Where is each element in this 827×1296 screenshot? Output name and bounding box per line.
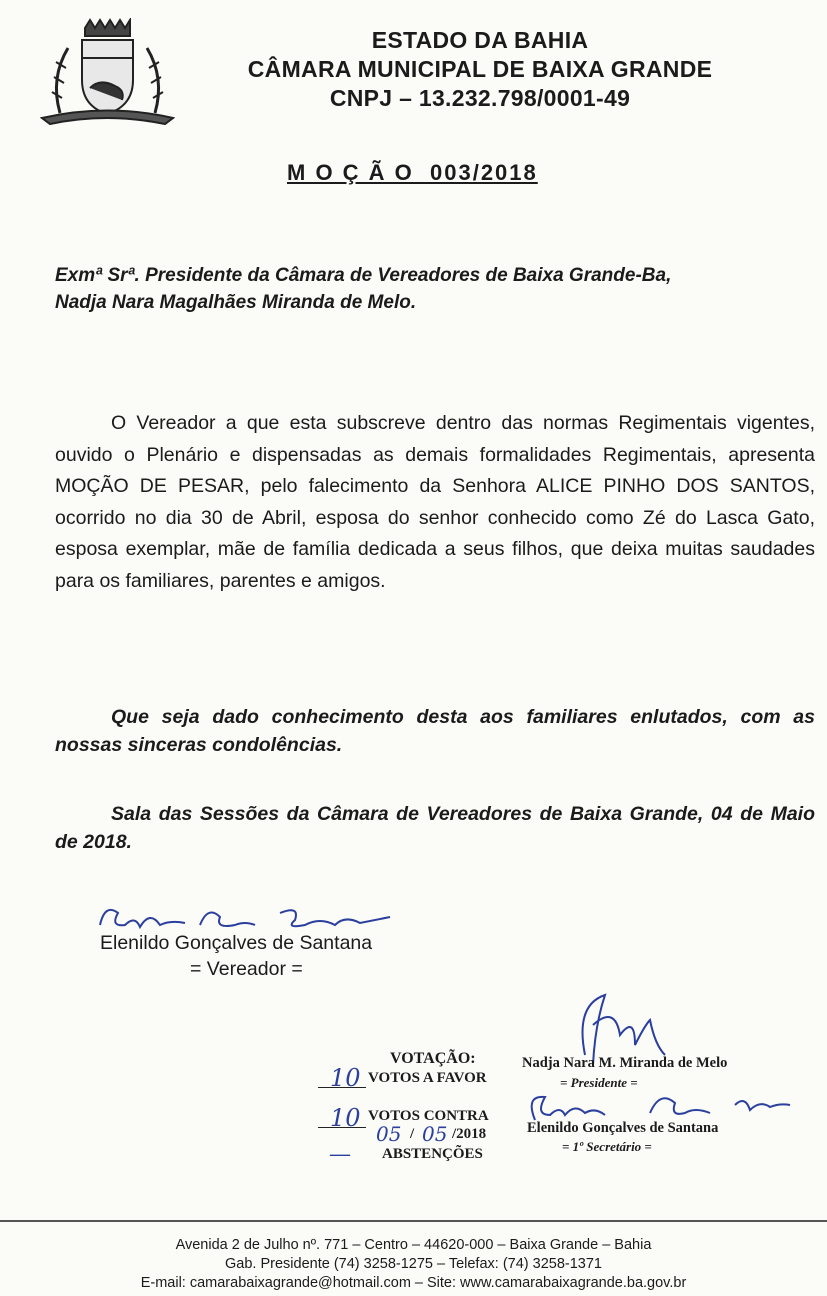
abstentions-count: — <box>330 1143 350 1165</box>
votes-contra-count: 10 <box>330 1104 361 1132</box>
votes-contra-label: VOTOS CONTRA <box>368 1108 489 1124</box>
municipal-coat-of-arms-icon <box>40 18 175 126</box>
vote-date-separator: / <box>410 1126 415 1142</box>
header-cnpj: CNPJ – 13.232.798/0001-49 <box>329 85 631 111</box>
addressee-line2: Nadja Nara Magalhães Miranda de Melo. <box>55 292 417 313</box>
closing-condolences: Que seja dado conhecimento desta aos familiares enlutados, com as nossas sinceras condolências. <box>55 706 815 756</box>
secretary-name: Elenildo Gonçalves de Santana <box>527 1120 719 1136</box>
vote-date-year: /2018 <box>452 1126 487 1142</box>
body-paragraph: O Vereador a que esta subscreve dentro das normas Regimentais vigentes, ouvido o Plenário e dispensadas as demais formalidades Regimentais, apresenta MOÇÃO DE PESAR, pelo falecimento da Senhora ALICE PINHO DOS SANTOS, ocorrido no dia 30 de Abril, esposa do senhor conhecido como Zé do Lasca Gato, esposa exemplar, mãe de família dedicada a seus filhos, que deixa muitas saudades para os familiares, parentes e amigos. <box>55 412 815 592</box>
vote-date-month: 05 <box>422 1122 448 1146</box>
signer-role: = Vereador = <box>190 958 303 980</box>
president-name: Nadja Nara M. Miranda de Melo <box>522 1055 728 1071</box>
closing-session: Sala das Sessões da Câmara de Vereadores de Baixa Grande, 04 de Maio de 2018. <box>55 803 815 853</box>
vote-date-day: 05 <box>376 1122 402 1146</box>
footer-rule <box>0 1220 827 1222</box>
favor-underline <box>318 1087 366 1088</box>
president-role: = Presidente = <box>560 1075 638 1090</box>
document-title: M O Ç Ã O 003/2018 <box>287 160 538 185</box>
header-chamber: CÂMARA MUNICIPAL DE BAIXA GRANDE <box>247 56 713 82</box>
secretary-role: = 1º Secretário = <box>562 1139 652 1154</box>
voting-title: VOTAÇÃO: <box>390 1050 476 1067</box>
addressee-line1: Exmª Srª. Presidente da Câmara de Vereadores de Baixa Grande-Ba, <box>55 265 672 286</box>
contra-underline <box>318 1127 366 1128</box>
footer-contact: E-mail: camarabaixagrande@hotmail.com – Site: www.camarabaixagrande.ba.gov.br <box>140 1275 687 1291</box>
header-state: ESTADO DA BAHIA <box>371 27 589 53</box>
votes-favor-label: VOTOS A FAVOR <box>368 1070 487 1086</box>
footer-phones: Gab. Presidente (74) 3258-1275 – Telefax: (74) 3258-1371 <box>225 1256 602 1272</box>
footer-address: Avenida 2 de Julho nº. 771 – Centro – 44620-000 – Baixa Grande – Bahia <box>175 1237 652 1253</box>
signer-name: Elenildo Gonçalves de Santana <box>100 932 373 954</box>
abstentions-label: ABSTENÇÕES <box>382 1146 483 1162</box>
body-text <box>55 408 815 597</box>
votes-favor-count: 10 <box>330 1064 361 1092</box>
addressee <box>55 262 815 316</box>
